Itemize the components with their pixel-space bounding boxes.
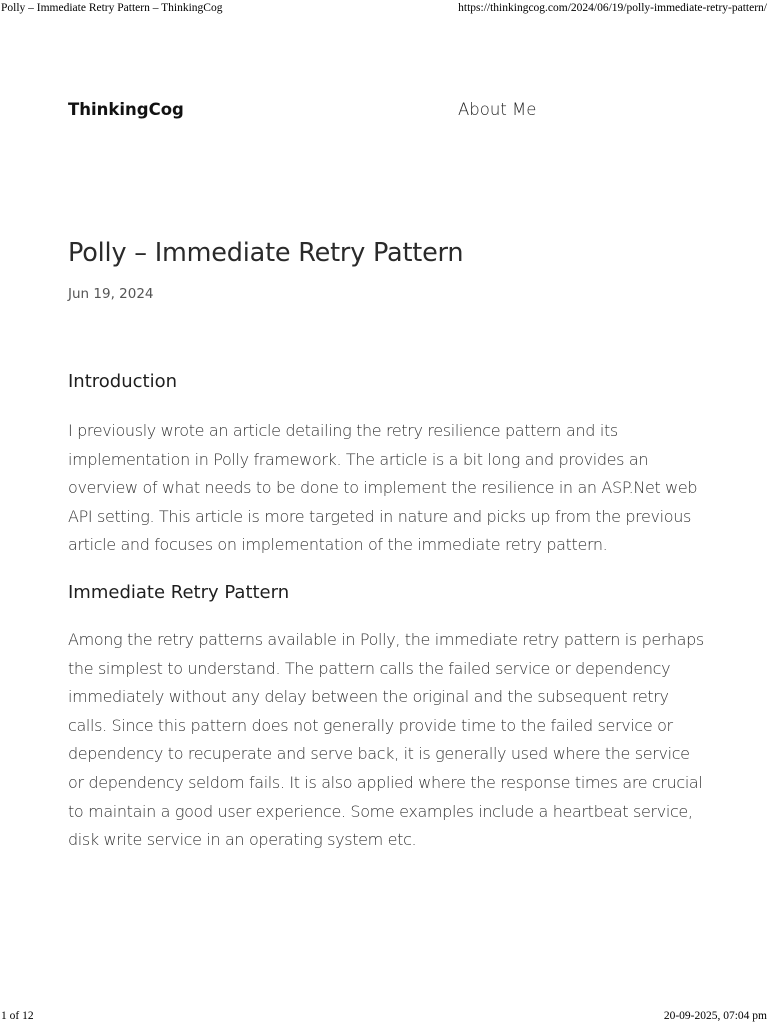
section-heading-immediate-retry: Immediate Retry Pattern bbox=[68, 581, 290, 603]
paragraph-immediate-retry: Among the retry patterns available in Polly, the immediate retry pattern is perhaps the simplest to understand. The pattern calls the failed service or dependency immediately without any delay between the original and the subsequent retry calls. Since this pattern does not generally provide time to the failed service or dependency to recuperate and serve back, it is generally used where the service or dependency seldom fails. It is also applied where the response times are crucial to maintain a good user experience. Some examples include a heartbeat service, disk write service in an operating system etc. bbox=[68, 629, 704, 850]
print-timestamp: 20-09-2025, 07:04 pm bbox=[663, 1010, 767, 1022]
site-header bbox=[68, 98, 700, 126]
print-header bbox=[0, 0, 768, 16]
section-heading-introduction: Introduction bbox=[68, 371, 178, 392]
page-count: 1 of 12 bbox=[1, 1010, 34, 1022]
post-date: Jun 19, 2024 bbox=[68, 286, 154, 302]
print-footer bbox=[0, 1008, 768, 1024]
site-title-link[interactable]: ThinkingCog bbox=[68, 100, 184, 119]
print-page-title: Polly – Immediate Retry Pattern – ThinkingCog bbox=[1, 2, 223, 14]
post-title: Polly – Immediate Retry Pattern bbox=[68, 238, 464, 268]
paragraph-introduction: I previously wrote an article detailing the retry resilience pattern and its implementation in Polly framework. The article is a bit long and provides an overview of what needs to be done to implement the resilience in an ASP.Net web API setting. This article is more targeted in nature and picks up from the previous article and focuses on implementation of the immediate retry pattern. bbox=[68, 421, 698, 555]
nav-link-about-me[interactable]: About Me bbox=[458, 100, 537, 119]
post-content bbox=[68, 234, 708, 855]
print-url: https://thinkingcog.com/2024/06/19/polly-immediate-retry-pattern/ bbox=[458, 2, 767, 14]
